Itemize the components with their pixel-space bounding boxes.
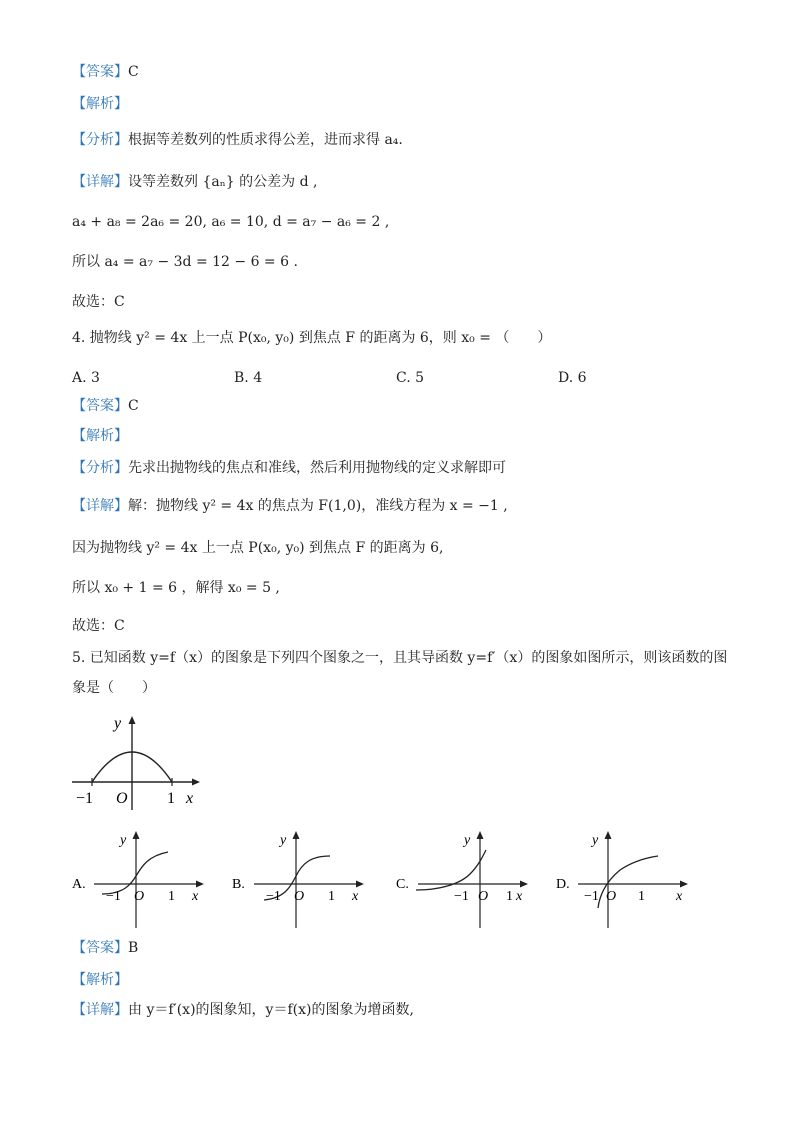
svg-text:y: y: [592, 833, 599, 848]
line-text: 设等差数列 {aₙ} 的公差为 d ,: [128, 174, 318, 190]
line-text: 4. 抛物线 y² = 4x 上一点 P(x₀, y₀) 到焦点 F 的距离为 6，则 x₀ = （ ）: [72, 330, 552, 346]
text-line: [72, 538, 443, 558]
text-line: [72, 94, 128, 114]
text-line: [72, 130, 403, 150]
axis-origin-label: O: [116, 790, 128, 807]
section-tag: 【答案】: [72, 940, 128, 956]
option-0: A. 3: [72, 370, 100, 386]
option-graph-3: [556, 828, 696, 936]
option-1: B. 4: [234, 370, 263, 386]
text-line: [72, 62, 139, 82]
line-text: 象是（ ）: [72, 680, 156, 696]
option-letter: A.: [72, 877, 86, 892]
text-line: [72, 212, 389, 232]
line-text: C: [128, 398, 139, 414]
text-line: [72, 458, 506, 478]
svg-text:−1: −1: [454, 889, 469, 904]
text-line: [72, 292, 125, 312]
option-2: C. 5: [396, 370, 425, 386]
line-text: 5. 已知函数 y=f（x）的图象是下列四个图象之一，且其导函数 y=f′（x）的图象如图所示，则该函数的图: [72, 650, 728, 666]
axis-x-label: x: [186, 790, 194, 807]
section-tag: 【答案】: [72, 64, 128, 80]
section-tag: 【答案】: [72, 398, 128, 414]
text-line: [72, 648, 727, 668]
line-text: 所以 x₀ + 1 = 6 ，解得 x₀ = 5 ,: [72, 580, 280, 596]
option-graph-1: [232, 828, 372, 936]
axis-neg1-label: −1: [76, 790, 94, 807]
section-tag: 【解析】: [72, 972, 128, 988]
line-text: 根据等差数列的性质求得公差，进而求得 a₄.: [128, 132, 403, 148]
text-line: [72, 578, 280, 598]
line-text: 解：抛物线 y² = 4x 的焦点为 F(1,0)，准线方程为 x = −1 ,: [128, 498, 508, 514]
svg-text:−1: −1: [106, 889, 121, 904]
svg-text:1: 1: [506, 889, 513, 904]
line-text: B: [128, 940, 139, 956]
text-line: [72, 396, 139, 416]
svg-text:y: y: [280, 833, 287, 848]
svg-text:1: 1: [328, 889, 335, 904]
svg-text:O: O: [294, 889, 305, 904]
svg-text:−1: −1: [584, 889, 599, 904]
option-3: D. 6: [558, 370, 587, 386]
line-text: C: [128, 64, 139, 80]
section-tag: 【详解】: [72, 498, 128, 514]
section-tag: 【详解】: [72, 174, 128, 190]
text-line: [72, 938, 138, 958]
text-line: [72, 496, 508, 516]
line-text: 所以 a₄ = a₇ − 3d = 12 − 6 = 6 .: [72, 254, 298, 270]
section-tag: 【分析】: [72, 460, 128, 476]
svg-text:1: 1: [638, 889, 645, 904]
text-line: [72, 970, 128, 990]
svg-text:x: x: [676, 889, 683, 904]
option-letter: C.: [396, 877, 409, 892]
text-line: [72, 328, 551, 348]
svg-text:1: 1: [168, 889, 175, 904]
text-line: [72, 616, 125, 636]
text-line: [72, 1000, 414, 1020]
section-tag: 【详解】: [72, 1002, 128, 1018]
svg-text:y: y: [120, 833, 127, 848]
option-graph-2: [396, 828, 536, 936]
svg-text:x: x: [192, 889, 199, 904]
svg-text:O: O: [478, 889, 489, 904]
line-text: a₄ + a₈ = 2a₆ = 20, a₆ = 10, d = a₇ − a₆ = 2 ,: [72, 214, 390, 230]
svg-text:y: y: [464, 833, 471, 848]
svg-text:x: x: [516, 889, 523, 904]
line-text: 先求出抛物线的焦点和准线，然后利用抛物线的定义求解即可: [128, 460, 506, 476]
axis-y-label: y: [114, 715, 122, 732]
line-text: 故选：C: [72, 618, 125, 634]
option-graph-0: [72, 828, 212, 936]
text-line: [72, 426, 128, 446]
derivative-graph: [68, 712, 208, 816]
axis-pos1-label: 1: [167, 790, 175, 807]
section-tag: 【解析】: [72, 428, 128, 444]
svg-text:O: O: [606, 889, 617, 904]
section-tag: 【解析】: [72, 96, 128, 112]
svg-text:O: O: [134, 889, 145, 904]
option-letter: D.: [556, 877, 570, 892]
line-text: 由 y＝f′(x)的图象知，y＝f(x)的图象为增函数,: [128, 1002, 414, 1018]
svg-text:−1: −1: [266, 889, 281, 904]
section-tag: 【分析】: [72, 132, 128, 148]
text-line: [72, 252, 298, 272]
text-line: [72, 172, 317, 192]
line-text: 故选：C: [72, 294, 125, 310]
option-letter: B.: [232, 877, 245, 892]
text-line: [72, 678, 156, 698]
line-text: 因为抛物线 y² = 4x 上一点 P(x₀, y₀) 到焦点 F 的距离为 6,: [72, 540, 444, 556]
svg-text:x: x: [352, 889, 359, 904]
